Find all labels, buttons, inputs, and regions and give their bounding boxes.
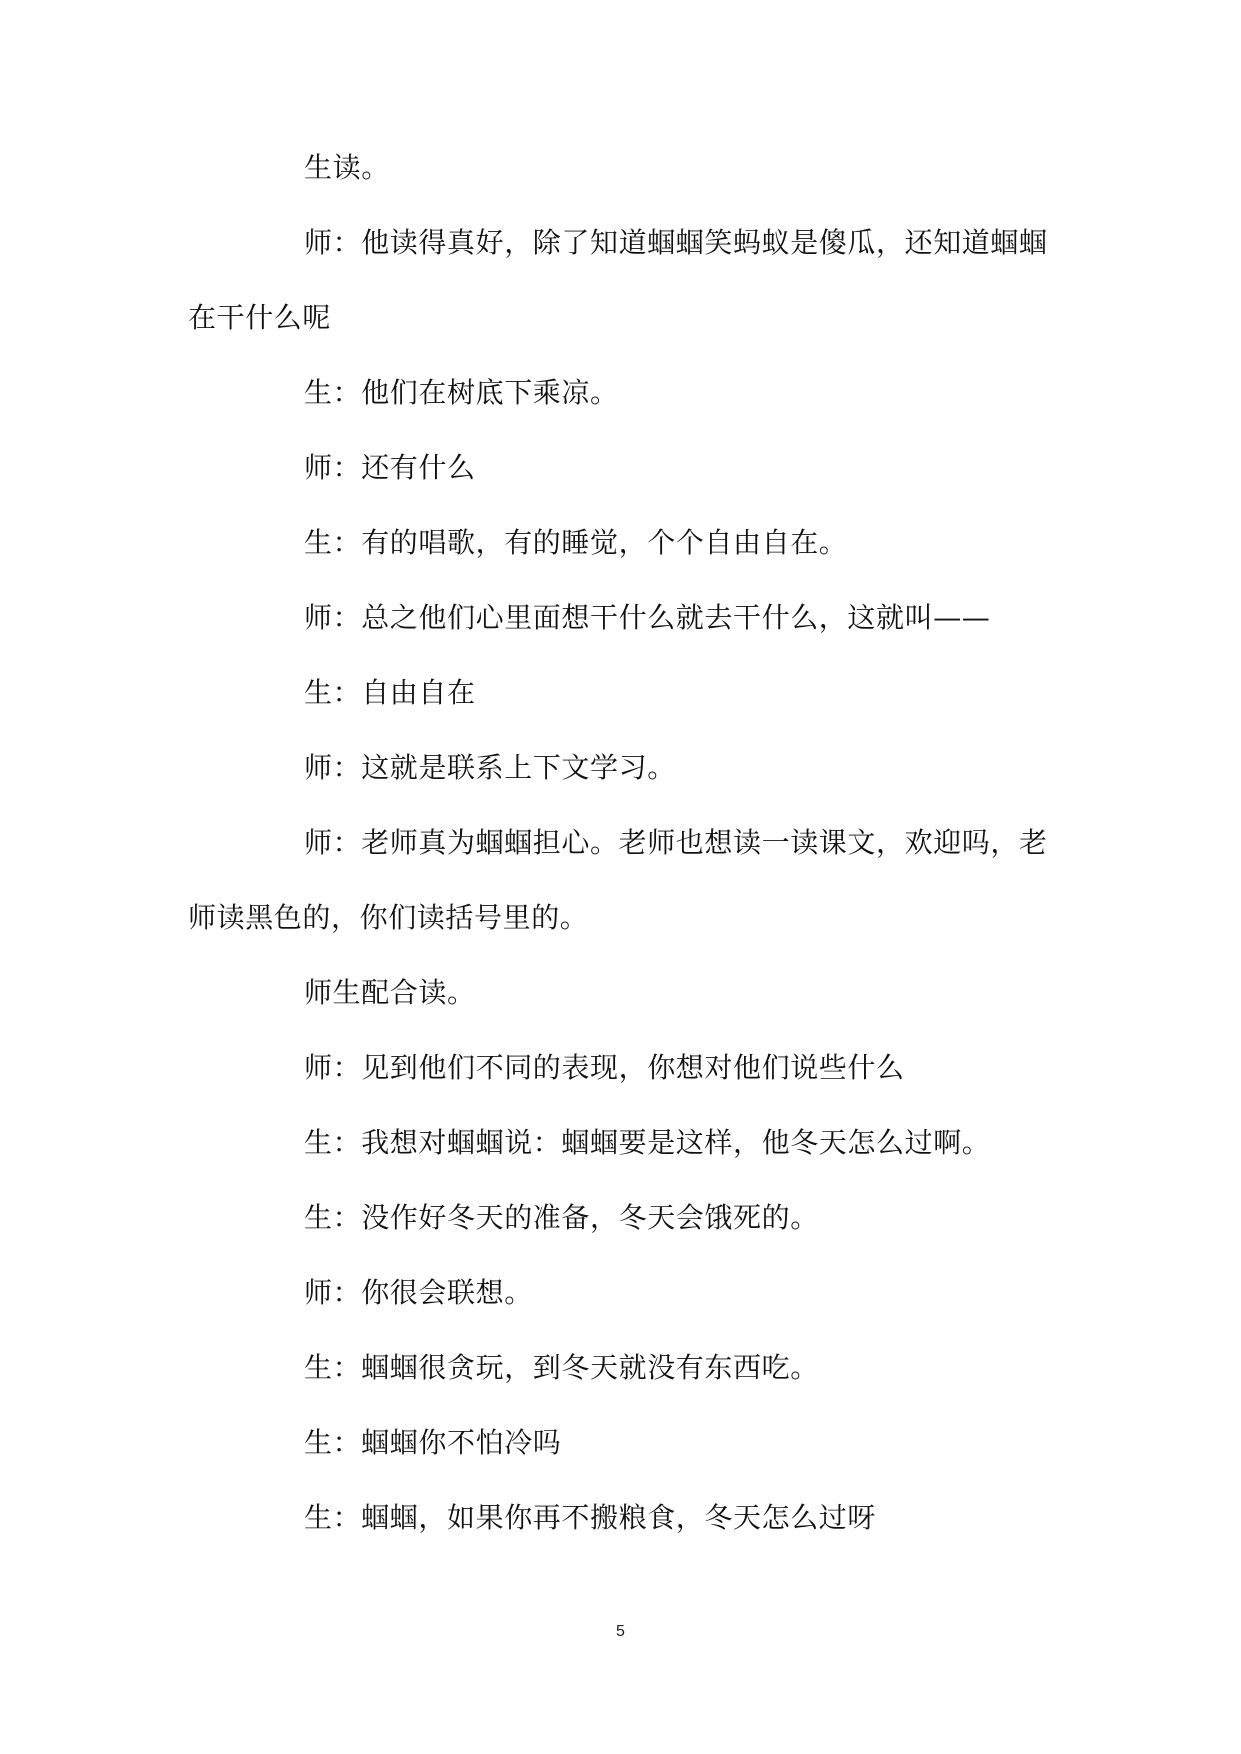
paragraph: 生：有的唱歌，有的睡觉，个个自由自在。 bbox=[304, 526, 848, 559]
paragraph: 师：见到他们不同的表现，你想对他们说些什么 bbox=[304, 1051, 905, 1084]
paragraph: 生：没作好冬天的准备，冬天会饿死的。 bbox=[304, 1201, 819, 1234]
paragraph: 师：总之他们心里面想干什么就去干什么，这就叫—— bbox=[304, 601, 991, 634]
paragraph: 师：他读得真好，除了知道蝈蝈笑蚂蚁是傻瓜，还知道蝈蝈在干什么呢 bbox=[188, 226, 1048, 334]
page-number: 5 bbox=[616, 1623, 625, 1640]
paragraph: 师：老师真为蝈蝈担心。老师也想读一读课文，欢迎吗，老师读黑色的，你们读括号里的。 bbox=[188, 826, 1048, 934]
paragraph: 师：你很会联想。 bbox=[304, 1276, 533, 1309]
paragraph: 师：还有什么 bbox=[304, 451, 476, 484]
paragraph: 生：他们在树底下乘凉。 bbox=[304, 376, 619, 409]
paragraph: 师生配合读。 bbox=[304, 976, 476, 1009]
paragraph: 生：蝈蝈你不怕冷吗 bbox=[304, 1426, 562, 1459]
paragraph: 生：自由自在 bbox=[304, 676, 476, 709]
paragraph: 师：这就是联系上下文学习。 bbox=[304, 751, 676, 784]
paragraph: 生：蝈蝈，如果你再不搬粮食，冬天怎么过呀 bbox=[304, 1501, 877, 1534]
document-body bbox=[188, 130, 1056, 1555]
paragraph: 生：蝈蝈很贪玩，到冬天就没有东西吃。 bbox=[304, 1351, 819, 1384]
paragraph: 生：我想对蝈蝈说：蝈蝈要是这样，他冬天怎么过啊。 bbox=[304, 1126, 991, 1159]
paragraph: 生读。 bbox=[304, 151, 390, 184]
